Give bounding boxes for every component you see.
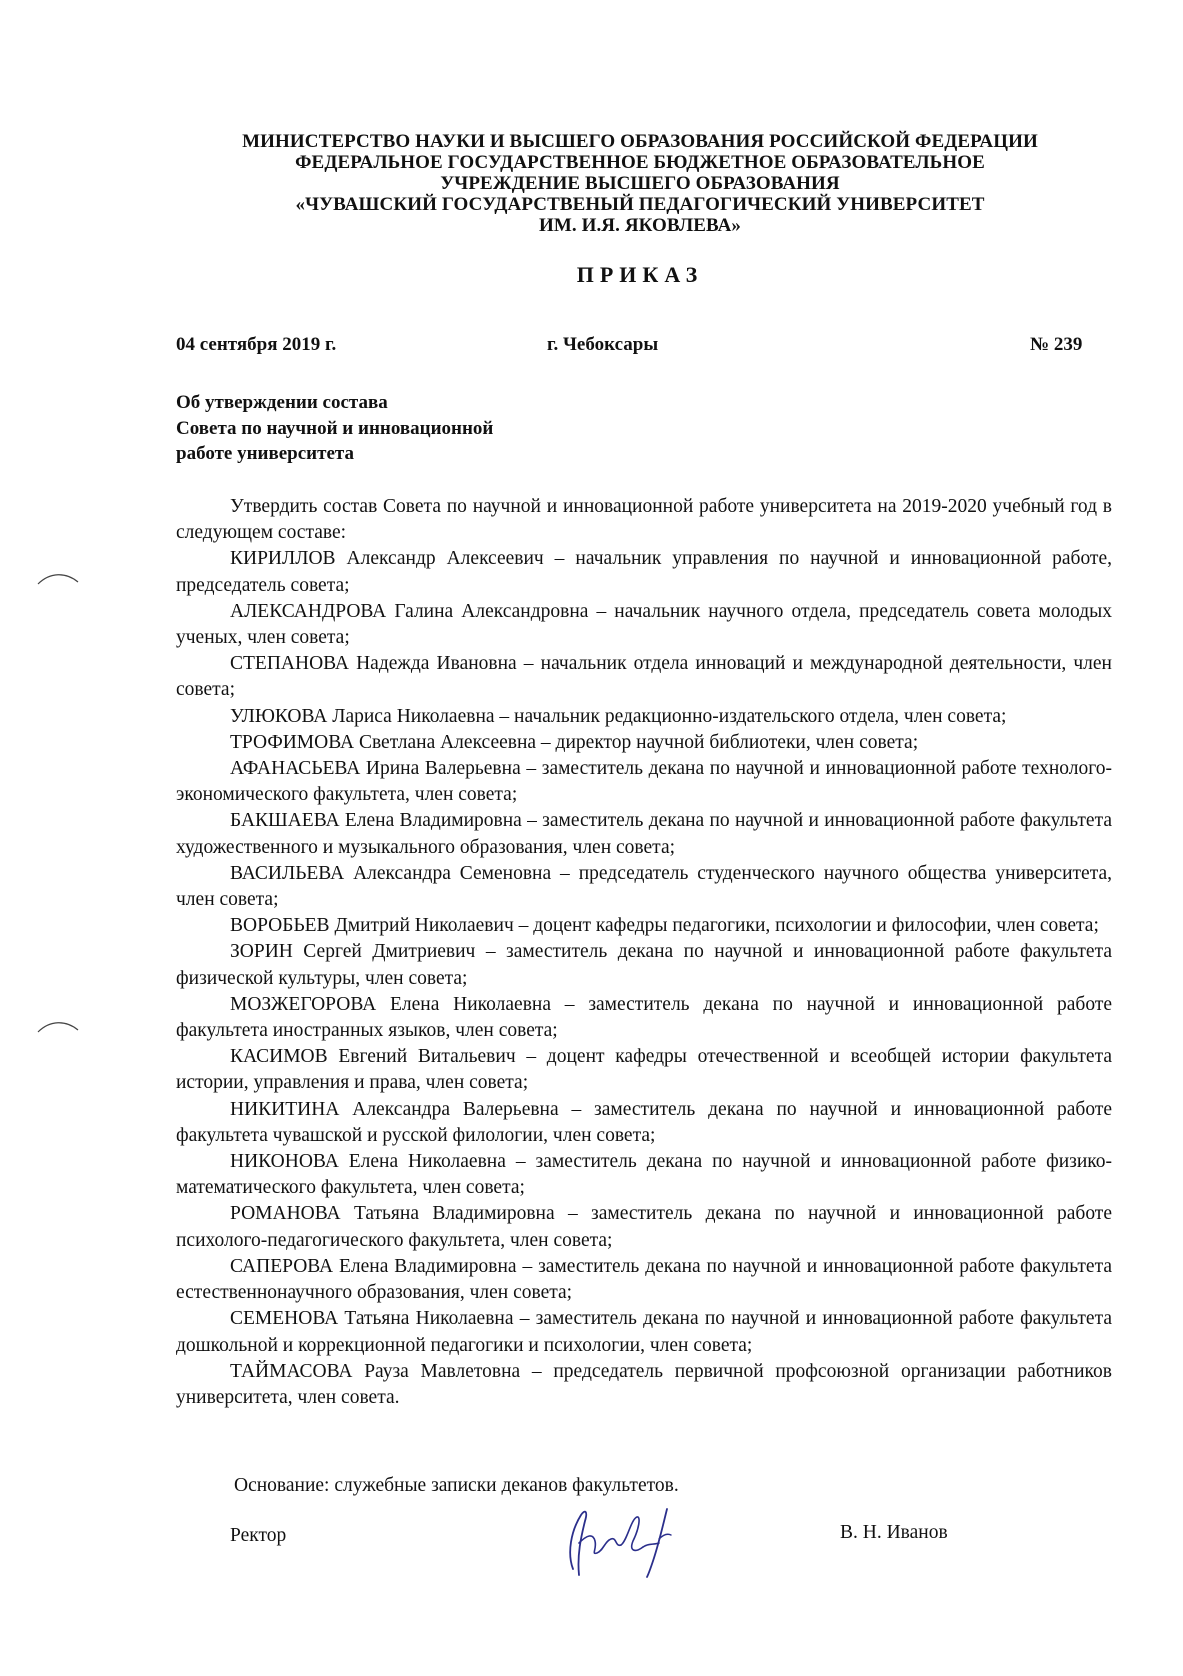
body-paragraph: Утвердить состав Совета по научной и инновационной работе университета на 2019-2020 учебный год в следующем составе: [176, 496, 1112, 544]
order-number: № 239 [1030, 334, 1083, 355]
organization-header [170, 131, 1110, 236]
member-entry: ВАСИЛЬЕВА Александра Семеновна – председатель студенческого научного общества университета, член совета; [176, 862, 1112, 911]
member-entry: НИКИТИНА Александра Валерьевна – заместитель декана по научной и инновационной работе факультета чувашской и русской филологии, член совета; [176, 1098, 1112, 1146]
signatory-name: В. Н. Иванов [840, 1522, 948, 1543]
document-type-title: ПРИКАЗ [576, 262, 704, 287]
order-date: 04 сентября 2019 г. [176, 334, 337, 355]
member-entry: АФАНАСЬЕВА Ирина Валерьевна – заместитель декана по научной и инновационной работе технолого-экономического факультета, член совета; [176, 758, 1112, 806]
member-entry: ЗОРИН Сергей Дмитриевич – заместитель декана по научной и инновационной работе факультета физической культуры, член совета; [176, 941, 1112, 989]
scan-margin-mark [34, 566, 84, 596]
member-entry: УЛЮКОВА Лариса Николаевна – начальник редакционно-издательского отдела, член совета; [230, 705, 1007, 727]
header-line: УЧРЕЖДЕНИЕ ВЫСШЕГО ОБРАЗОВАНИЯ [440, 173, 840, 194]
member-entry: КИРИЛЛОВ Александр Алексеевич – начальник управления по научной и инновационной работе, председатель совета; [176, 548, 1112, 596]
scan-margin-mark [34, 1014, 84, 1044]
order-subject [176, 390, 493, 467]
header-line: «ЧУВАШСКИЙ ГОСУДАРСТВЕНЫЙ ПЕДАГОГИЧЕСКИЙ УНИВЕРСИТЕТ [295, 194, 985, 215]
member-entry: ТРОФИМОВА Светлана Алексеевна – директор научной библиотеки, член совета; [230, 731, 919, 753]
member-entry: БАКШАЕВА Елена Владимировна – заместитель декана по научной и инновационной работе факультета художественного и музыкального образования, член совета; [176, 810, 1112, 858]
handwritten-signature [555, 1495, 695, 1585]
member-entry: ВОРОБЬЕВ Дмитрий Николаевич – доцент кафедры педагогики, психологии и философии, член совета; [230, 915, 1099, 937]
member-entry: ТАЙМАСОВА Рауза Мавлетовна – председатель первичной профсоюзной организации работников университета, член совета. [176, 1360, 1112, 1408]
member-entry: КАСИМОВ Евгений Витальевич – доцент кафедры отечественной и всеобщей истории факультета истории, управления и права, член совета; [176, 1046, 1112, 1094]
member-entry: НИКОНОВА Елена Николаевна – заместитель декана по научной и инновационной работе физико-математического факультета, член совета; [176, 1151, 1112, 1199]
header-line: ФЕДЕРАЛЬНОЕ ГОСУДАРСТВЕННОЕ БЮДЖЕТНОЕ ОБРАЗОВАТЕЛЬНОЕ [295, 152, 985, 173]
subject-line: Совета по научной и инновационной [176, 417, 494, 439]
member-entry: МОЗЖЕГОРОВА Елена Николаевна – заместитель декана по научной и инновационной работе факультета иностранных языков, член совета; [176, 993, 1112, 1042]
order-body [176, 494, 1112, 1411]
header-line: МИНИСТЕРСТВО НАУКИ И ВЫСШЕГО ОБРАЗОВАНИЯ РОССИЙСКОЙ ФЕДЕРАЦИИ [242, 131, 1038, 152]
member-entry: САПЕРОВА Елена Владимировна – заместитель декана по научной и инновационной работе факультета естественнонаучного образования, член совета; [176, 1255, 1112, 1304]
order-basis: Основание: служебные записки деканов факультетов. [234, 1475, 679, 1496]
signatory-title: Ректор [230, 1525, 287, 1546]
member-entry: РОМАНОВА Татьяна Владимировна – заместитель декана по научной и инновационной работе психолого-педагогического факультета, член совета; [176, 1203, 1112, 1251]
subject-line: Об утверждении состава [176, 392, 388, 413]
order-city: г. Чебоксары [547, 334, 659, 355]
header-line: ИМ. И.Я. ЯКОВЛЕВА» [538, 215, 742, 236]
member-entry: АЛЕКСАНДРОВА Галина Александровна – начальник научного отдела, председатель совета молодых ученых, член совета; [176, 600, 1112, 649]
member-entry: СТЕПАНОВА Надежда Ивановна – начальник отдела инноваций и международной деятельности, член совета; [176, 653, 1112, 701]
member-entry: СЕМЕНОВА Татьяна Николаевна – заместитель декана по научной и инновационной работе факультета дошкольной и коррекционной педагогики и психологии, член совета; [176, 1308, 1112, 1356]
subject-line: работе университета [176, 443, 354, 464]
